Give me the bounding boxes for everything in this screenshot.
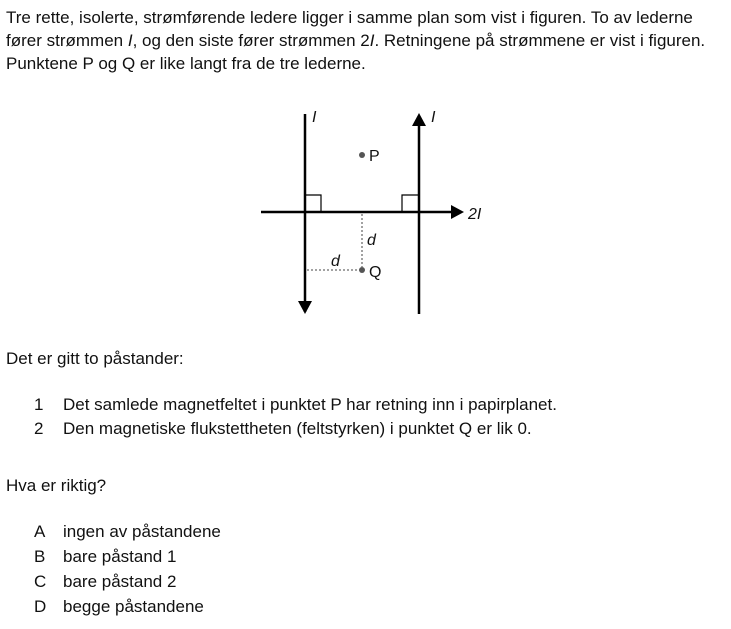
point-p-label: P	[369, 148, 380, 165]
left-conductor-arrow-icon	[298, 301, 312, 314]
claim-text: Det samlede magnetfeltet i punktet P har retning inn i papirplanet.	[63, 395, 557, 414]
answer-options	[34, 519, 221, 619]
right-current-label: I	[431, 109, 436, 126]
current-symbol-2i: I	[369, 31, 375, 50]
point-p-dot	[359, 152, 365, 158]
option-text: bare påstand 2	[63, 572, 177, 591]
option-text: ingen av påstandene	[63, 522, 221, 541]
question-text: Hva er riktig?	[6, 476, 107, 495]
claim-number: 2	[34, 419, 44, 438]
claims-list	[34, 393, 557, 441]
point-q-dot	[359, 267, 365, 273]
answer-option-c[interactable]	[34, 569, 221, 594]
option-text: bare påstand 1	[63, 547, 177, 566]
claim-item	[34, 417, 557, 441]
distance-label-vertical: d	[367, 232, 376, 249]
intro-text-2: , og den siste fører strømmen 2	[132, 31, 370, 50]
conductor-diagram	[250, 100, 510, 320]
claims-intro: Det er gitt to påstander:	[6, 349, 184, 368]
claim-number: 1	[34, 395, 44, 414]
right-conductor-arrow-icon	[412, 113, 426, 126]
option-text: begge påstandene	[63, 597, 204, 616]
horizontal-conductor-arrow-icon	[451, 205, 464, 219]
claim-item	[34, 393, 557, 417]
option-letter: B	[34, 547, 46, 566]
option-letter: C	[34, 572, 47, 591]
option-letter: D	[34, 597, 47, 616]
conductor-figure	[250, 100, 510, 320]
right-angle-marker-right	[402, 195, 418, 211]
right-angle-marker-left	[306, 195, 321, 211]
answer-option-a[interactable]	[34, 519, 221, 544]
intro-text-3: . Retningene på strømmene er vist i figuren. Punktene P og Q er like langt fra de tre lederne.	[6, 31, 706, 73]
answer-option-d[interactable]	[34, 594, 221, 619]
horizontal-current-label: 2I	[468, 206, 482, 223]
answer-option-b[interactable]	[34, 544, 221, 569]
claim-text: Den magnetiske flukstettheten (feltstyrken) i punktet Q er lik 0.	[63, 419, 532, 438]
option-letter: A	[34, 522, 46, 541]
problem-intro	[6, 6, 726, 75]
distance-label-horizontal: d	[331, 253, 340, 270]
current-symbol-i: I	[127, 31, 133, 50]
left-current-label: I	[312, 109, 317, 126]
intro-text-1: Tre rette, isolerte, strømførende ledere ligger i samme plan som vist i figuren. To av lederne fører strømmen	[6, 8, 693, 50]
point-q-label: Q	[369, 264, 382, 281]
